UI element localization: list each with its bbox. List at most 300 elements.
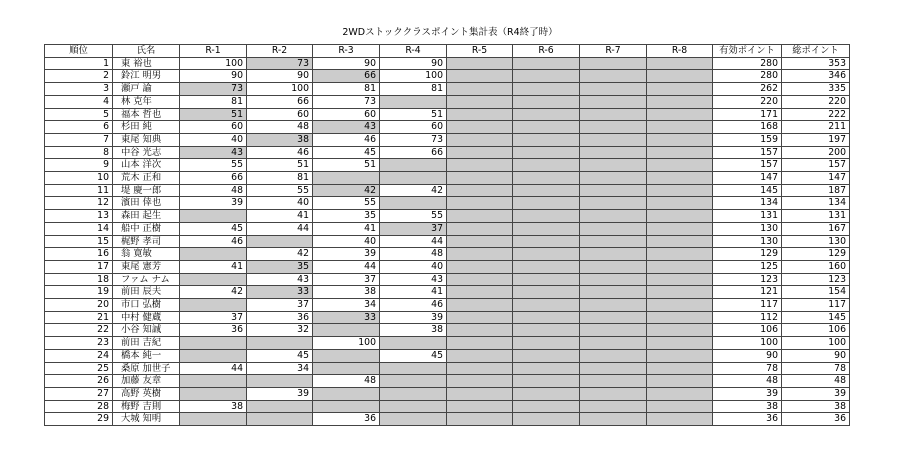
round-4-points-cell: 40	[380, 260, 447, 273]
round-6-points-cell	[513, 387, 580, 400]
round-4-points-cell	[380, 400, 447, 413]
name-cell: 中谷 光志	[113, 146, 180, 159]
total-points-cell: 129	[782, 248, 850, 261]
header-total-points: 総ポイント	[782, 45, 850, 58]
round-7-points-cell	[580, 362, 647, 375]
round-1-points-cell: 60	[180, 121, 247, 134]
round-6-points-cell	[513, 57, 580, 70]
round-2-points-cell	[247, 413, 313, 426]
round-5-points-cell	[447, 362, 513, 375]
round-2-points-cell: 100	[247, 83, 313, 96]
round-7-points-cell	[580, 273, 647, 286]
round-4-points-cell	[380, 375, 447, 388]
rank-cell: 19	[45, 286, 113, 299]
round-2-points-cell: 42	[247, 248, 313, 261]
effective-points-cell: 280	[713, 57, 782, 70]
round-5-points-cell	[447, 324, 513, 337]
round-8-points-cell	[647, 121, 713, 134]
round-5-points-cell	[447, 387, 513, 400]
round-1-points-cell: 39	[180, 197, 247, 210]
round-5-points-cell	[447, 248, 513, 261]
round-6-points-cell	[513, 248, 580, 261]
rank-cell: 13	[45, 210, 113, 223]
name-cell: 橋本 純一	[113, 349, 180, 362]
round-3-points-cell: 46	[313, 133, 380, 146]
round-2-points-cell: 33	[247, 286, 313, 299]
round-7-points-cell	[580, 121, 647, 134]
total-points-cell: 157	[782, 159, 850, 172]
round-1-points-cell: 100	[180, 57, 247, 70]
round-5-points-cell	[447, 121, 513, 134]
rank-cell: 11	[45, 184, 113, 197]
table-row	[45, 133, 850, 146]
header-r7: R-7	[580, 45, 647, 58]
total-points-cell: 160	[782, 260, 850, 273]
round-4-points-cell: 66	[380, 146, 447, 159]
round-4-points-cell: 39	[380, 311, 447, 324]
round-7-points-cell	[580, 260, 647, 273]
round-1-points-cell	[180, 413, 247, 426]
round-6-points-cell	[513, 400, 580, 413]
table-row	[45, 387, 850, 400]
round-3-points-cell: 55	[313, 197, 380, 210]
round-4-points-cell: 41	[380, 286, 447, 299]
round-5-points-cell	[447, 413, 513, 426]
round-3-points-cell: 40	[313, 235, 380, 248]
rank-cell: 17	[45, 260, 113, 273]
round-8-points-cell	[647, 248, 713, 261]
name-cell: 翁 寛敏	[113, 248, 180, 261]
round-3-points-cell	[313, 400, 380, 413]
round-4-points-cell: 55	[380, 210, 447, 223]
effective-points-cell: 159	[713, 133, 782, 146]
round-2-points-cell	[247, 375, 313, 388]
header-effective-points: 有効ポイント	[713, 45, 782, 58]
round-5-points-cell	[447, 70, 513, 83]
round-4-points-cell: 60	[380, 121, 447, 134]
table-row	[45, 400, 850, 413]
round-2-points-cell: 46	[247, 146, 313, 159]
round-1-points-cell: 43	[180, 146, 247, 159]
round-1-points-cell	[180, 387, 247, 400]
round-2-points-cell: 43	[247, 273, 313, 286]
name-cell: 桑原 加世子	[113, 362, 180, 375]
round-4-points-cell	[380, 197, 447, 210]
effective-points-cell: 39	[713, 387, 782, 400]
round-3-points-cell: 43	[313, 121, 380, 134]
round-2-points-cell: 73	[247, 57, 313, 70]
round-7-points-cell	[580, 375, 647, 388]
name-cell: 高野 英樹	[113, 387, 180, 400]
header-r1: R-1	[180, 45, 247, 58]
rank-cell: 18	[45, 273, 113, 286]
round-5-points-cell	[447, 57, 513, 70]
total-points-cell: 78	[782, 362, 850, 375]
round-7-points-cell	[580, 413, 647, 426]
table-row	[45, 337, 850, 350]
name-cell: 鈴江 明男	[113, 70, 180, 83]
round-2-points-cell: 34	[247, 362, 313, 375]
round-8-points-cell	[647, 413, 713, 426]
round-4-points-cell: 38	[380, 324, 447, 337]
round-6-points-cell	[513, 349, 580, 362]
total-points-cell: 48	[782, 375, 850, 388]
round-7-points-cell	[580, 184, 647, 197]
total-points-cell: 117	[782, 299, 850, 312]
round-2-points-cell: 38	[247, 133, 313, 146]
round-3-points-cell: 81	[313, 83, 380, 96]
table-row	[45, 172, 850, 185]
round-2-points-cell: 45	[247, 349, 313, 362]
round-3-points-cell: 39	[313, 248, 380, 261]
round-3-points-cell: 44	[313, 260, 380, 273]
round-2-points-cell: 39	[247, 387, 313, 400]
header-row	[45, 45, 850, 58]
effective-points-cell: 112	[713, 311, 782, 324]
total-points-cell: 222	[782, 108, 850, 121]
round-3-points-cell: 35	[313, 210, 380, 223]
effective-points-cell: 125	[713, 260, 782, 273]
table-row	[45, 83, 850, 96]
round-6-points-cell	[513, 95, 580, 108]
rank-cell: 10	[45, 172, 113, 185]
table-row	[45, 273, 850, 286]
effective-points-cell: 78	[713, 362, 782, 375]
effective-points-cell: 129	[713, 248, 782, 261]
round-8-points-cell	[647, 70, 713, 83]
round-5-points-cell	[447, 286, 513, 299]
round-7-points-cell	[580, 95, 647, 108]
round-8-points-cell	[647, 235, 713, 248]
name-cell: 船中 正樹	[113, 222, 180, 235]
round-4-points-cell: 48	[380, 248, 447, 261]
round-7-points-cell	[580, 286, 647, 299]
total-points-cell: 90	[782, 349, 850, 362]
round-7-points-cell	[580, 349, 647, 362]
name-cell: 東 裕也	[113, 57, 180, 70]
total-points-cell: 187	[782, 184, 850, 197]
table-row	[45, 413, 850, 426]
table-row	[45, 159, 850, 172]
round-6-points-cell	[513, 184, 580, 197]
round-1-points-cell: 81	[180, 95, 247, 108]
round-1-points-cell	[180, 349, 247, 362]
round-1-points-cell: 48	[180, 184, 247, 197]
round-6-points-cell	[513, 108, 580, 121]
rank-cell: 16	[45, 248, 113, 261]
round-3-points-cell: 48	[313, 375, 380, 388]
round-1-points-cell: 66	[180, 172, 247, 185]
table-row	[45, 95, 850, 108]
round-5-points-cell	[447, 235, 513, 248]
table-row	[45, 197, 850, 210]
total-points-cell: 100	[782, 337, 850, 350]
total-points-cell: 220	[782, 95, 850, 108]
round-8-points-cell	[647, 57, 713, 70]
rank-cell: 29	[45, 413, 113, 426]
effective-points-cell: 157	[713, 146, 782, 159]
round-7-points-cell	[580, 299, 647, 312]
round-8-points-cell	[647, 299, 713, 312]
round-2-points-cell: 40	[247, 197, 313, 210]
round-6-points-cell	[513, 286, 580, 299]
round-8-points-cell	[647, 95, 713, 108]
round-4-points-cell: 45	[380, 349, 447, 362]
total-points-cell: 147	[782, 172, 850, 185]
round-6-points-cell	[513, 324, 580, 337]
round-6-points-cell	[513, 311, 580, 324]
total-points-cell: 197	[782, 133, 850, 146]
total-points-cell: 134	[782, 197, 850, 210]
total-points-cell: 39	[782, 387, 850, 400]
name-cell: 梅野 吉則	[113, 400, 180, 413]
round-5-points-cell	[447, 172, 513, 185]
round-1-points-cell: 55	[180, 159, 247, 172]
round-2-points-cell: 44	[247, 222, 313, 235]
round-5-points-cell	[447, 400, 513, 413]
name-cell: 加藤 友章	[113, 375, 180, 388]
round-5-points-cell	[447, 337, 513, 350]
name-cell: 大城 知明	[113, 413, 180, 426]
total-points-cell: 130	[782, 235, 850, 248]
round-5-points-cell	[447, 349, 513, 362]
table-row	[45, 349, 850, 362]
round-7-points-cell	[580, 172, 647, 185]
round-3-points-cell: 66	[313, 70, 380, 83]
name-cell: 市口 弘樹	[113, 299, 180, 312]
round-6-points-cell	[513, 273, 580, 286]
round-8-points-cell	[647, 273, 713, 286]
table-row	[45, 375, 850, 388]
round-3-points-cell: 45	[313, 146, 380, 159]
round-3-points-cell	[313, 324, 380, 337]
table-row	[45, 184, 850, 197]
round-8-points-cell	[647, 337, 713, 350]
round-3-points-cell: 33	[313, 311, 380, 324]
round-3-points-cell: 90	[313, 57, 380, 70]
effective-points-cell: 106	[713, 324, 782, 337]
round-3-points-cell: 38	[313, 286, 380, 299]
round-8-points-cell	[647, 311, 713, 324]
round-6-points-cell	[513, 70, 580, 83]
round-1-points-cell	[180, 273, 247, 286]
round-1-points-cell: 38	[180, 400, 247, 413]
round-6-points-cell	[513, 337, 580, 350]
round-8-points-cell	[647, 210, 713, 223]
rank-cell: 24	[45, 349, 113, 362]
round-5-points-cell	[447, 210, 513, 223]
round-4-points-cell	[380, 95, 447, 108]
effective-points-cell: 262	[713, 83, 782, 96]
round-7-points-cell	[580, 57, 647, 70]
round-3-points-cell: 34	[313, 299, 380, 312]
round-7-points-cell	[580, 108, 647, 121]
rank-cell: 20	[45, 299, 113, 312]
round-4-points-cell	[380, 337, 447, 350]
round-7-points-cell	[580, 311, 647, 324]
round-5-points-cell	[447, 197, 513, 210]
effective-points-cell: 100	[713, 337, 782, 350]
rank-cell: 22	[45, 324, 113, 337]
name-cell: ファム ナム	[113, 273, 180, 286]
rank-cell: 21	[45, 311, 113, 324]
round-5-points-cell	[447, 184, 513, 197]
round-1-points-cell: 41	[180, 260, 247, 273]
effective-points-cell: 123	[713, 273, 782, 286]
round-7-points-cell	[580, 83, 647, 96]
round-2-points-cell: 41	[247, 210, 313, 223]
round-7-points-cell	[580, 235, 647, 248]
round-3-points-cell	[313, 387, 380, 400]
header-r5: R-5	[447, 45, 513, 58]
effective-points-cell: 36	[713, 413, 782, 426]
table-row	[45, 70, 850, 83]
total-points-cell: 123	[782, 273, 850, 286]
total-points-cell: 200	[782, 146, 850, 159]
effective-points-cell: 131	[713, 210, 782, 223]
rank-cell: 25	[45, 362, 113, 375]
header-r4: R-4	[380, 45, 447, 58]
round-5-points-cell	[447, 311, 513, 324]
round-6-points-cell	[513, 83, 580, 96]
rank-cell: 26	[45, 375, 113, 388]
round-8-points-cell	[647, 260, 713, 273]
round-4-points-cell: 42	[380, 184, 447, 197]
total-points-cell: 167	[782, 222, 850, 235]
effective-points-cell: 90	[713, 349, 782, 362]
total-points-cell: 38	[782, 400, 850, 413]
round-2-points-cell	[247, 235, 313, 248]
header-name: 氏名	[113, 45, 180, 58]
rank-cell: 3	[45, 83, 113, 96]
round-1-points-cell	[180, 337, 247, 350]
total-points-cell: 211	[782, 121, 850, 134]
round-8-points-cell	[647, 133, 713, 146]
round-5-points-cell	[447, 108, 513, 121]
round-2-points-cell: 51	[247, 159, 313, 172]
round-1-points-cell: 45	[180, 222, 247, 235]
round-8-points-cell	[647, 172, 713, 185]
round-7-points-cell	[580, 197, 647, 210]
effective-points-cell: 134	[713, 197, 782, 210]
round-5-points-cell	[447, 299, 513, 312]
table-row	[45, 286, 850, 299]
round-2-points-cell: 36	[247, 311, 313, 324]
round-7-points-cell	[580, 210, 647, 223]
round-3-points-cell	[313, 349, 380, 362]
round-5-points-cell	[447, 260, 513, 273]
round-5-points-cell	[447, 273, 513, 286]
name-cell: 東尾 憲芳	[113, 260, 180, 273]
round-7-points-cell	[580, 324, 647, 337]
round-4-points-cell: 37	[380, 222, 447, 235]
round-8-points-cell	[647, 387, 713, 400]
round-7-points-cell	[580, 387, 647, 400]
round-2-points-cell: 37	[247, 299, 313, 312]
round-1-points-cell	[180, 375, 247, 388]
round-7-points-cell	[580, 146, 647, 159]
round-6-points-cell	[513, 146, 580, 159]
round-6-points-cell	[513, 299, 580, 312]
header-r8: R-8	[647, 45, 713, 58]
round-3-points-cell: 100	[313, 337, 380, 350]
sheet-title: 2WDストッククラスポイント集計表（R4終了時）	[342, 27, 558, 38]
round-1-points-cell: 42	[180, 286, 247, 299]
effective-points-cell: 130	[713, 235, 782, 248]
rank-cell: 7	[45, 133, 113, 146]
table-row	[45, 121, 850, 134]
effective-points-cell: 171	[713, 108, 782, 121]
table-row	[45, 235, 850, 248]
header-r6: R-6	[513, 45, 580, 58]
round-2-points-cell	[247, 337, 313, 350]
round-4-points-cell: 90	[380, 57, 447, 70]
name-cell: 林 克年	[113, 95, 180, 108]
total-points-cell: 346	[782, 70, 850, 83]
name-cell: 堤 慶一郎	[113, 184, 180, 197]
round-1-points-cell: 44	[180, 362, 247, 375]
rank-cell: 8	[45, 146, 113, 159]
rank-cell: 9	[45, 159, 113, 172]
rank-cell: 28	[45, 400, 113, 413]
round-6-points-cell	[513, 362, 580, 375]
name-cell: 荒木 正和	[113, 172, 180, 185]
round-1-points-cell: 51	[180, 108, 247, 121]
round-1-points-cell	[180, 299, 247, 312]
rank-cell: 6	[45, 121, 113, 134]
round-6-points-cell	[513, 133, 580, 146]
table-row	[45, 222, 850, 235]
round-7-points-cell	[580, 70, 647, 83]
round-2-points-cell: 81	[247, 172, 313, 185]
rank-cell: 27	[45, 387, 113, 400]
name-cell: 濱田 倖也	[113, 197, 180, 210]
table-row	[45, 57, 850, 70]
round-2-points-cell	[247, 400, 313, 413]
round-3-points-cell: 51	[313, 159, 380, 172]
rank-cell: 2	[45, 70, 113, 83]
effective-points-cell: 220	[713, 95, 782, 108]
round-2-points-cell: 35	[247, 260, 313, 273]
table-row	[45, 324, 850, 337]
round-3-points-cell	[313, 362, 380, 375]
total-points-cell: 131	[782, 210, 850, 223]
name-cell: 中村 健蔵	[113, 311, 180, 324]
round-6-points-cell	[513, 197, 580, 210]
total-points-cell: 154	[782, 286, 850, 299]
round-8-points-cell	[647, 362, 713, 375]
total-points-cell: 353	[782, 57, 850, 70]
round-5-points-cell	[447, 375, 513, 388]
round-6-points-cell	[513, 222, 580, 235]
effective-points-cell: 121	[713, 286, 782, 299]
round-8-points-cell	[647, 197, 713, 210]
total-points-cell: 145	[782, 311, 850, 324]
round-6-points-cell	[513, 172, 580, 185]
name-cell: 山本 洋次	[113, 159, 180, 172]
round-6-points-cell	[513, 235, 580, 248]
round-8-points-cell	[647, 349, 713, 362]
effective-points-cell: 38	[713, 400, 782, 413]
round-2-points-cell: 60	[247, 108, 313, 121]
round-1-points-cell	[180, 248, 247, 261]
round-5-points-cell	[447, 222, 513, 235]
total-points-cell: 36	[782, 413, 850, 426]
name-cell: 東尾 知典	[113, 133, 180, 146]
round-7-points-cell	[580, 222, 647, 235]
round-5-points-cell	[447, 133, 513, 146]
round-8-points-cell	[647, 184, 713, 197]
